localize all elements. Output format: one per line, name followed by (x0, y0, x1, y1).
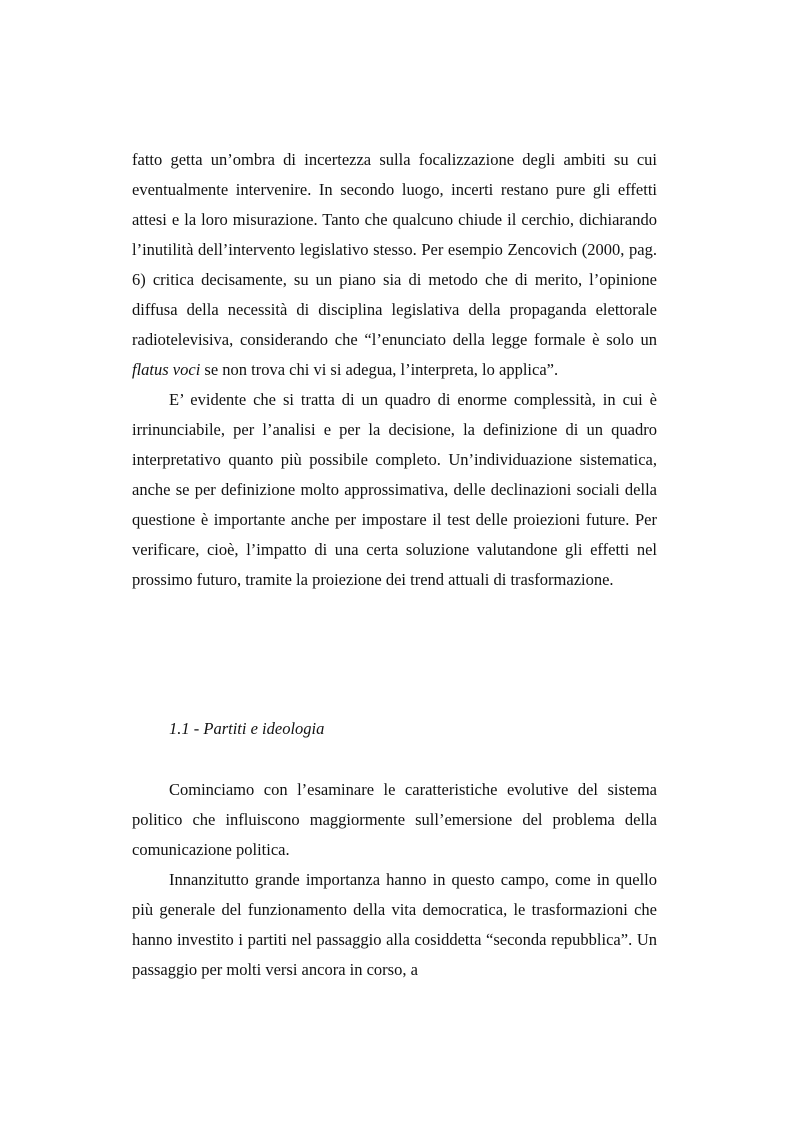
paragraph-text: fatto getta un’ombra di incertezza sulla focalizzazione degli ambiti su cui eventualmente intervenire. In secondo luogo, incerti restano pure gli effetti attesi e la loro misurazione. Tanto che qualcuno chiude il cerchio, dichiarando l’inutilità dell’intervento legislativo stesso. Per esempio Zencovich (2000, pag. 6) critica decisamente, su un piano sia di metodo che di merito, l’opinione diffusa della necessità di disciplina legislativa della propaganda elettorale radiotelevisiva, considerando che “l’enunciato della legge formale è solo un (132, 150, 657, 349)
paragraph: E’ evidente che si tratta di un quadro di enorme complessità, in cui è irrinunciabile, per l’analisi e per la decisione, la definizione di un quadro interpretativo quanto più possibile completo. Un’individuazione sistematica, anche se per definizione molto approssimativa, delle declinazioni sociali della questione è importante anche per impostare il test delle proiezioni future. Per verificare, cioè, l’impatto di una certa soluzione valutandone gli effetti nel prossimo futuro, tramite la proiezione dei trend attuali di trasformazione. (132, 390, 657, 589)
body-text-block-2 (132, 775, 657, 985)
paragraph: Innanzitutto grande importanza hanno in questo campo, come in quello più generale del funzionamento della vita democratica, le trasformazioni che hanno investito i partiti nel passaggio alla cosiddetta “seconda repubblica”. Un passaggio per molti versi ancora in corso, a (132, 870, 657, 979)
section-heading: 1.1 - Partiti e ideologia (169, 719, 325, 738)
paragraph: Cominciamo con l’esaminare le caratteristiche evolutive del sistema politico che influiscono maggiormente sull’emersione del problema della comunicazione politica. (132, 780, 657, 859)
italic-phrase: flatus voci (132, 360, 201, 379)
body-text-block-1 (132, 145, 657, 595)
paragraph-continued (132, 145, 657, 385)
paragraph-text: se non trova chi vi si adegua, l’interpreta, lo applica”. (200, 360, 559, 379)
